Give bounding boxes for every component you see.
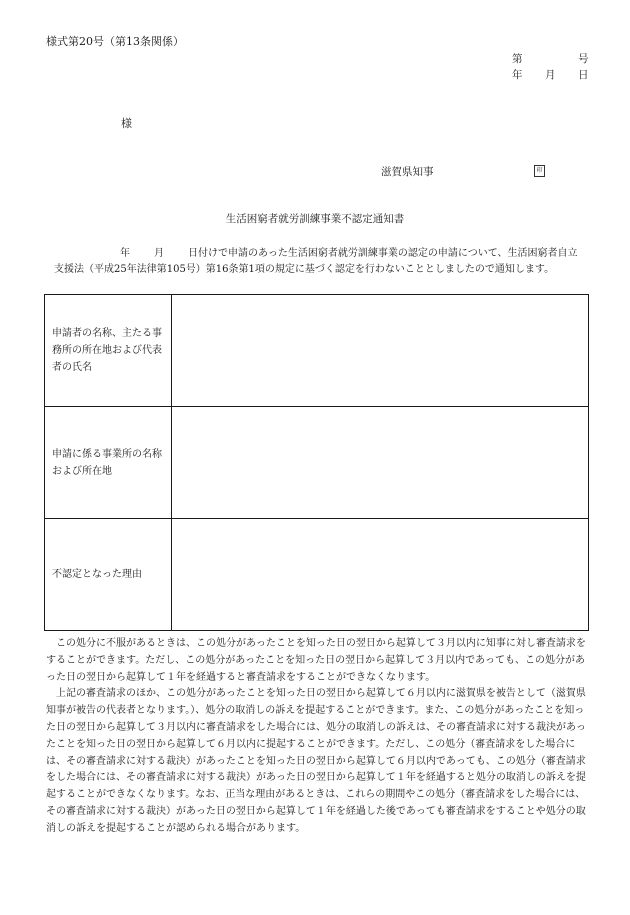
table-row bbox=[45, 519, 589, 631]
intro-year-marker: 年 bbox=[120, 248, 130, 259]
intro-line-1 bbox=[54, 246, 594, 262]
date-month: 月 bbox=[545, 69, 556, 81]
intro-text bbox=[54, 246, 594, 278]
application-info-table bbox=[44, 294, 589, 631]
table-row bbox=[45, 295, 589, 407]
addressee-honorific: 様 bbox=[121, 117, 132, 130]
document-number bbox=[510, 51, 590, 65]
form-number: 様式第20号（第13条関係） bbox=[46, 35, 184, 48]
issuer bbox=[381, 164, 551, 180]
row-value-office[interactable] bbox=[172, 407, 589, 519]
row-value-reason[interactable] bbox=[172, 519, 589, 631]
row-label-reason: 不認定となった理由 bbox=[45, 519, 172, 631]
document-title: 生活困窮者就労訓練事業不認定通知書 bbox=[225, 213, 405, 225]
seal-mark: 印 bbox=[534, 165, 545, 177]
date-year: 年 bbox=[512, 69, 523, 81]
intro-line-1-text: 日付けで申請のあった生活困窮者就労訓練事業の認定の申請について、生活困窮者自立 bbox=[188, 248, 578, 259]
row-value-applicant[interactable] bbox=[172, 295, 589, 407]
document-number-prefix: 第 bbox=[512, 53, 523, 65]
notice-paragraph-2: 上記の審査請求のほか、この処分があったことを知った日の翌日から起算して６月以内に滋賀県を被告として（滋賀県知事が被告の代表者となります。）、処分の取消しの訴えを提起することができます。また、この処分があったことを知った日の翌日から起算して３月以内に審査請求をした場合には、処分の取消しの訴えは、その審査請求に対する裁決があったことを知った日の翌日から起算して６月以内に提起することができます。ただし、この処分（審査請求をした場合には、その審査請求に対する裁決）があったことを知った日の翌日から起算して６月以内であっても、この処分（審査請求をした場合には、その審査請求に対する裁決）があった日の翌日から起算して１年を経過すると処分の取消しの訴えを提起することができなくなります。なお、正当な理由があるときは、これらの期間やこの処分（審査請求をした場合には、その審査請求に対する裁決）があった日の翌日から起算して１年を経過した後であっても審査請求をすることや処分の取消しの訴えを提起することが認められる場合があります。 bbox=[46, 688, 586, 834]
table-row bbox=[45, 407, 589, 519]
document-number-suffix: 号 bbox=[578, 53, 589, 65]
issuer-name: 滋賀県知事 bbox=[381, 166, 434, 178]
intro-month-marker: 月 bbox=[154, 248, 164, 259]
row-label-office: 申請に係る事業所の名称および所在地 bbox=[45, 407, 172, 519]
appeal-notice bbox=[46, 636, 594, 838]
notice-paragraph-1: この処分に不服があるときは、この処分があったことを知った日の翌日から起算して３月以内に知事に対し審査請求をすることができます。ただし、この処分があったことを知った日の翌日から起算して３月以内であっても、この処分があった日の翌日から起算して１年を経過すると審査請求をすることができなくなります。 bbox=[46, 638, 586, 683]
document-date bbox=[510, 67, 590, 81]
date-day: 日 bbox=[578, 69, 589, 81]
intro-line-2: 支援法（平成25年法律第105号）第16条第1項の規定に基づく認定を行わないこととしましたので通知します。 bbox=[54, 264, 555, 275]
row-label-applicant: 申請者の名称、主たる事務所の所在地および代表者の氏名 bbox=[45, 295, 172, 407]
